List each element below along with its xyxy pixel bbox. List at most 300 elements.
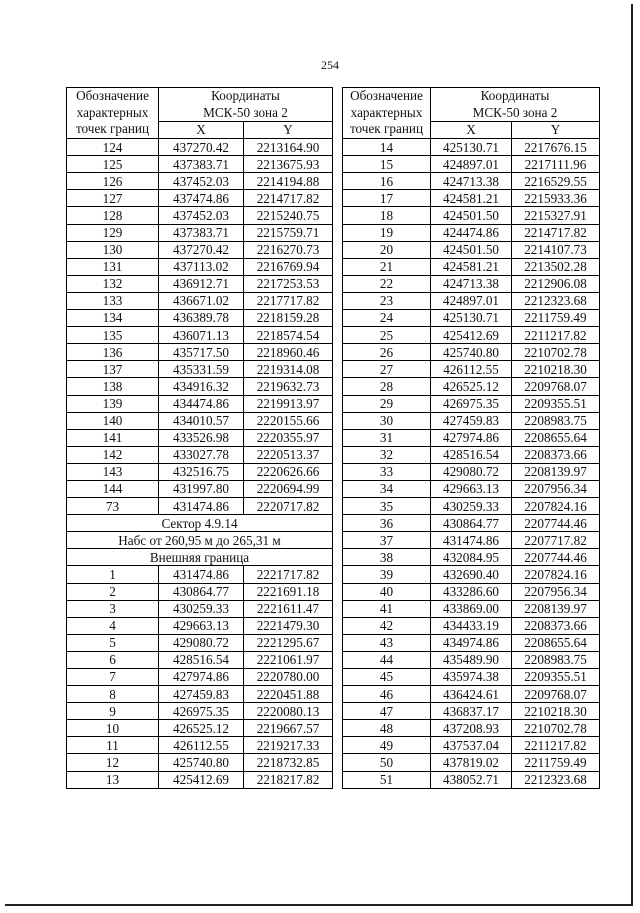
point-id: 38 [343, 549, 431, 566]
coord-x: 433286.60 [431, 583, 512, 600]
coord-x: 429663.13 [431, 480, 512, 497]
header-point-designation [343, 88, 431, 139]
coord-x: 432690.40 [431, 566, 512, 583]
point-id: 138 [67, 378, 159, 395]
table-row [343, 190, 600, 207]
coord-y: 2211217.82 [512, 737, 600, 754]
table-row [67, 498, 333, 515]
point-id: 34 [343, 480, 431, 497]
table-row [67, 669, 333, 686]
table-row [343, 446, 600, 463]
table-row [343, 600, 600, 617]
coord-y: 2209355.51 [512, 395, 600, 412]
coord-y: 2208983.75 [512, 651, 600, 668]
coord-x: 435489.90 [431, 651, 512, 668]
point-id: 21 [343, 258, 431, 275]
header-line: Обозначение [350, 88, 423, 103]
coord-y: 2220451.88 [244, 686, 333, 703]
table-row [67, 463, 333, 480]
point-id: 32 [343, 446, 431, 463]
header-point-designation [67, 88, 159, 139]
coord-y: 2218217.82 [244, 771, 333, 788]
point-id: 44 [343, 651, 431, 668]
coord-x: 428516.54 [159, 651, 244, 668]
coord-x: 428516.54 [431, 446, 512, 463]
coord-x: 429080.72 [159, 634, 244, 651]
table-row [343, 378, 600, 395]
coord-y: 2208373.66 [512, 446, 600, 463]
point-id: 144 [67, 480, 159, 497]
table-row [67, 241, 333, 258]
point-id: 25 [343, 327, 431, 344]
table-row [343, 583, 600, 600]
coord-y: 2220355.97 [244, 429, 333, 446]
coord-x: 436671.02 [159, 292, 244, 309]
coord-x: 431474.86 [159, 498, 244, 515]
header-line: Обозначение [76, 88, 149, 103]
coord-x: 425130.71 [431, 310, 512, 327]
coord-x: 425130.71 [431, 139, 512, 156]
table-row [67, 686, 333, 703]
table-row [67, 190, 333, 207]
coord-x: 435331.59 [159, 361, 244, 378]
table-row [343, 617, 600, 634]
coord-x: 435974.38 [431, 669, 512, 686]
header-line: точек границ [349, 121, 424, 136]
point-id: 73 [67, 498, 159, 515]
point-id: 143 [67, 463, 159, 480]
table-row [67, 771, 333, 788]
table-row [343, 703, 600, 720]
table-row [67, 446, 333, 463]
point-id: 10 [67, 720, 159, 737]
coord-x: 424897.01 [431, 156, 512, 173]
table-row [343, 361, 600, 378]
coord-x: 429663.13 [159, 617, 244, 634]
table-row [67, 480, 333, 497]
point-id: 22 [343, 275, 431, 292]
coord-x: 426112.55 [159, 737, 244, 754]
coord-x: 433027.78 [159, 446, 244, 463]
coord-y: 2208373.66 [512, 617, 600, 634]
table-row [67, 292, 333, 309]
coord-y: 2220717.82 [244, 498, 333, 515]
point-id: 49 [343, 737, 431, 754]
coord-x: 424581.21 [431, 258, 512, 275]
point-id: 41 [343, 600, 431, 617]
table-row [343, 224, 600, 241]
table-row [67, 600, 333, 617]
table-row [343, 327, 600, 344]
coord-y: 2217717.82 [244, 292, 333, 309]
coord-y: 2214194.88 [244, 173, 333, 190]
table-row [343, 310, 600, 327]
coord-y: 2217253.53 [244, 275, 333, 292]
coord-y: 2210702.78 [512, 344, 600, 361]
coord-x: 434974.86 [431, 634, 512, 651]
point-id: 23 [343, 292, 431, 309]
point-id: 2 [67, 583, 159, 600]
table-row [343, 737, 600, 754]
table-row [67, 310, 333, 327]
coord-y: 2207717.82 [512, 532, 600, 549]
table-row [343, 429, 600, 446]
coord-x: 426975.35 [159, 703, 244, 720]
point-id: 132 [67, 275, 159, 292]
table-row [67, 258, 333, 275]
coord-y: 2207956.34 [512, 583, 600, 600]
coord-x: 434433.19 [431, 617, 512, 634]
coord-x: 436912.71 [159, 275, 244, 292]
point-id: 35 [343, 498, 431, 515]
coord-y: 2218732.85 [244, 754, 333, 771]
coord-y: 2216270.73 [244, 241, 333, 258]
coord-y: 2210218.30 [512, 361, 600, 378]
coord-y: 2220155.66 [244, 412, 333, 429]
coord-x: 425740.80 [431, 344, 512, 361]
coord-y: 2220694.99 [244, 480, 333, 497]
point-id: 129 [67, 224, 159, 241]
table-row [67, 617, 333, 634]
coord-y: 2215240.75 [244, 207, 333, 224]
coord-x: 437383.71 [159, 224, 244, 241]
point-id: 40 [343, 583, 431, 600]
coord-x: 425740.80 [159, 754, 244, 771]
table-row [343, 566, 600, 583]
coord-y: 2207744.46 [512, 515, 600, 532]
coord-x: 427974.86 [431, 429, 512, 446]
coord-x: 427459.83 [431, 412, 512, 429]
coord-x: 424897.01 [431, 292, 512, 309]
point-id: 133 [67, 292, 159, 309]
table-row [343, 139, 600, 156]
coord-x: 430864.77 [159, 583, 244, 600]
header-x: X [431, 122, 512, 139]
coord-x: 437208.93 [431, 720, 512, 737]
coord-y: 2208139.97 [512, 600, 600, 617]
coord-x: 426975.35 [431, 395, 512, 412]
left-table-body-a [67, 139, 333, 515]
point-id: 31 [343, 429, 431, 446]
table-row [343, 686, 600, 703]
point-id: 6 [67, 651, 159, 668]
point-id: 19 [343, 224, 431, 241]
coord-x: 425412.69 [159, 771, 244, 788]
table-row [67, 327, 333, 344]
point-id: 18 [343, 207, 431, 224]
coord-y: 2211217.82 [512, 327, 600, 344]
table-row [343, 412, 600, 429]
table-row [67, 566, 333, 583]
table-row [67, 344, 333, 361]
coord-x: 437270.42 [159, 139, 244, 156]
table-row [343, 669, 600, 686]
coord-x: 434010.57 [159, 412, 244, 429]
point-id: 30 [343, 412, 431, 429]
coord-y: 2210702.78 [512, 720, 600, 737]
table-row [67, 703, 333, 720]
table-row [343, 207, 600, 224]
table-row [67, 361, 333, 378]
point-id: 11 [67, 737, 159, 754]
point-id: 140 [67, 412, 159, 429]
coord-y: 2219217.33 [244, 737, 333, 754]
table-row [343, 480, 600, 497]
point-id: 28 [343, 378, 431, 395]
point-id: 51 [343, 771, 431, 788]
coord-y: 2209768.07 [512, 686, 600, 703]
table-row [343, 275, 600, 292]
point-id: 141 [67, 429, 159, 446]
coord-x: 436837.17 [431, 703, 512, 720]
point-id: 124 [67, 139, 159, 156]
coord-y: 2207824.16 [512, 498, 600, 515]
coord-x: 427459.83 [159, 686, 244, 703]
point-id: 36 [343, 515, 431, 532]
table-row [343, 463, 600, 480]
left-table-body-b [67, 566, 333, 788]
table-row [343, 241, 600, 258]
point-id: 50 [343, 754, 431, 771]
coord-y: 2215759.71 [244, 224, 333, 241]
coord-y: 2208983.75 [512, 412, 600, 429]
coord-x: 425412.69 [431, 327, 512, 344]
coord-x: 429080.72 [431, 463, 512, 480]
coord-y: 2212323.68 [512, 771, 600, 788]
point-id: 39 [343, 566, 431, 583]
coord-y: 2221691.18 [244, 583, 333, 600]
coord-y: 2221295.67 [244, 634, 333, 651]
coord-x: 435717.50 [159, 344, 244, 361]
point-id: 45 [343, 669, 431, 686]
coord-y: 2214717.82 [512, 224, 600, 241]
table-row [67, 378, 333, 395]
header-line: Координаты [480, 88, 550, 103]
page-number: 254 [321, 58, 339, 72]
coord-y: 2208655.64 [512, 429, 600, 446]
coord-y: 2219913.97 [244, 395, 333, 412]
point-id: 48 [343, 720, 431, 737]
point-id: 14 [343, 139, 431, 156]
coord-x: 430259.33 [431, 498, 512, 515]
coord-x: 438052.71 [431, 771, 512, 788]
header-x: X [159, 122, 244, 139]
table-row [343, 292, 600, 309]
point-id: 136 [67, 344, 159, 361]
table-row [67, 395, 333, 412]
point-id: 46 [343, 686, 431, 703]
coord-y: 2219314.08 [244, 361, 333, 378]
point-id: 42 [343, 617, 431, 634]
point-id: 16 [343, 173, 431, 190]
point-id: 130 [67, 241, 159, 258]
coord-x: 437452.03 [159, 207, 244, 224]
point-id: 127 [67, 190, 159, 207]
coord-x: 430864.77 [431, 515, 512, 532]
table-row [343, 515, 600, 532]
coord-x: 431997.80 [159, 480, 244, 497]
table-row [343, 651, 600, 668]
coord-y: 2220626.66 [244, 463, 333, 480]
coord-y: 2211759.49 [512, 754, 600, 771]
coord-y: 2219632.73 [244, 378, 333, 395]
table-row [67, 139, 333, 156]
point-id: 4 [67, 617, 159, 634]
table-row [67, 429, 333, 446]
table-row [343, 173, 600, 190]
coord-x: 426525.12 [431, 378, 512, 395]
table-row [343, 395, 600, 412]
point-id: 134 [67, 310, 159, 327]
coord-y: 2215933.36 [512, 190, 600, 207]
coord-y: 2208139.97 [512, 463, 600, 480]
coord-y: 2216529.55 [512, 173, 600, 190]
coord-x: 434916.32 [159, 378, 244, 395]
point-id: 9 [67, 703, 159, 720]
coord-y: 2207956.34 [512, 480, 600, 497]
coord-y: 2214717.82 [244, 190, 333, 207]
point-id: 17 [343, 190, 431, 207]
point-id: 3 [67, 600, 159, 617]
table-row [67, 634, 333, 651]
table-row [67, 651, 333, 668]
coord-x: 427974.86 [159, 669, 244, 686]
coordinates-table-right [342, 87, 600, 789]
coord-y: 2221479.30 [244, 617, 333, 634]
point-id: 24 [343, 310, 431, 327]
coord-y: 2214107.73 [512, 241, 600, 258]
coord-y: 2218960.46 [244, 344, 333, 361]
point-id: 15 [343, 156, 431, 173]
header-line: характерных [76, 104, 149, 120]
right-table-body [343, 139, 600, 789]
point-id: 43 [343, 634, 431, 651]
header-line: МСК-50 зона 2 [472, 104, 558, 120]
coord-y: 2210218.30 [512, 703, 600, 720]
coord-x: 437474.86 [159, 190, 244, 207]
point-id: 7 [67, 669, 159, 686]
table-row [67, 275, 333, 292]
coord-x: 433869.00 [431, 600, 512, 617]
table-row [343, 498, 600, 515]
table-row [343, 634, 600, 651]
table-row [67, 207, 333, 224]
coord-x: 431474.86 [159, 566, 244, 583]
coord-x: 424474.86 [431, 224, 512, 241]
table-row [67, 720, 333, 737]
point-id: 27 [343, 361, 431, 378]
table-row [67, 224, 333, 241]
coord-y: 2220780.00 [244, 669, 333, 686]
coord-x: 432084.95 [431, 549, 512, 566]
header-line: точек границ [75, 121, 150, 136]
sector-title: Сектор 4.9.14 [67, 515, 333, 532]
point-id: 33 [343, 463, 431, 480]
point-id: 125 [67, 156, 159, 173]
sector-block [67, 515, 333, 566]
table-row [343, 344, 600, 361]
coord-x: 430259.33 [159, 600, 244, 617]
coordinates-table-left [66, 87, 333, 789]
coord-x: 437537.04 [431, 737, 512, 754]
coord-x: 436389.78 [159, 310, 244, 327]
coord-y: 2209768.07 [512, 378, 600, 395]
coord-y: 2217111.96 [512, 156, 600, 173]
coord-x: 437113.02 [159, 258, 244, 275]
point-id: 139 [67, 395, 159, 412]
header-coordinates [431, 88, 600, 122]
coord-x: 424501.50 [431, 207, 512, 224]
coord-y: 2211759.49 [512, 310, 600, 327]
coord-y: 2215327.91 [512, 207, 600, 224]
coord-x: 436424.61 [431, 686, 512, 703]
coord-y: 2220080.13 [244, 703, 333, 720]
table-row [67, 754, 333, 771]
point-id: 142 [67, 446, 159, 463]
header-line: МСК-50 зона 2 [203, 104, 288, 120]
coord-y: 2217676.15 [512, 139, 600, 156]
coord-x: 432516.75 [159, 463, 244, 480]
point-id: 37 [343, 532, 431, 549]
point-id: 47 [343, 703, 431, 720]
coord-x: 437452.03 [159, 173, 244, 190]
table-row [343, 720, 600, 737]
table-row [343, 549, 600, 566]
header-line: характерных [350, 104, 423, 120]
coord-y: 2216769.94 [244, 258, 333, 275]
coord-y: 2207824.16 [512, 566, 600, 583]
point-id: 5 [67, 634, 159, 651]
point-id: 135 [67, 327, 159, 344]
table-row [67, 156, 333, 173]
point-id: 128 [67, 207, 159, 224]
point-id: 13 [67, 771, 159, 788]
point-id: 26 [343, 344, 431, 361]
point-id: 29 [343, 395, 431, 412]
table-row [343, 754, 600, 771]
table-row [343, 532, 600, 549]
table-row [67, 737, 333, 754]
coord-x: 437819.02 [431, 754, 512, 771]
coord-y: 2218574.54 [244, 327, 333, 344]
header-y: Y [244, 122, 333, 139]
table-row [67, 412, 333, 429]
table-row [67, 173, 333, 190]
coord-y: 2221717.82 [244, 566, 333, 583]
point-id: 12 [67, 754, 159, 771]
coord-x: 426525.12 [159, 720, 244, 737]
header-line: Координаты [211, 88, 280, 103]
table-row [67, 583, 333, 600]
coord-x: 437383.71 [159, 156, 244, 173]
coord-x: 434474.86 [159, 395, 244, 412]
coord-x: 431474.86 [431, 532, 512, 549]
sector-height-range: Набс от 260,95 м до 265,31 м [67, 532, 333, 549]
point-id: 1 [67, 566, 159, 583]
coord-y: 2218159.28 [244, 310, 333, 327]
coord-x: 437270.42 [159, 241, 244, 258]
sector-boundary: Внешняя граница [67, 549, 333, 566]
table-row [343, 258, 600, 275]
header-coordinates [159, 88, 333, 122]
coord-x: 433526.98 [159, 429, 244, 446]
coord-x: 424501.50 [431, 241, 512, 258]
point-id: 126 [67, 173, 159, 190]
coord-x: 424713.38 [431, 275, 512, 292]
coord-y: 2207744.46 [512, 549, 600, 566]
point-id: 8 [67, 686, 159, 703]
point-id: 20 [343, 241, 431, 258]
